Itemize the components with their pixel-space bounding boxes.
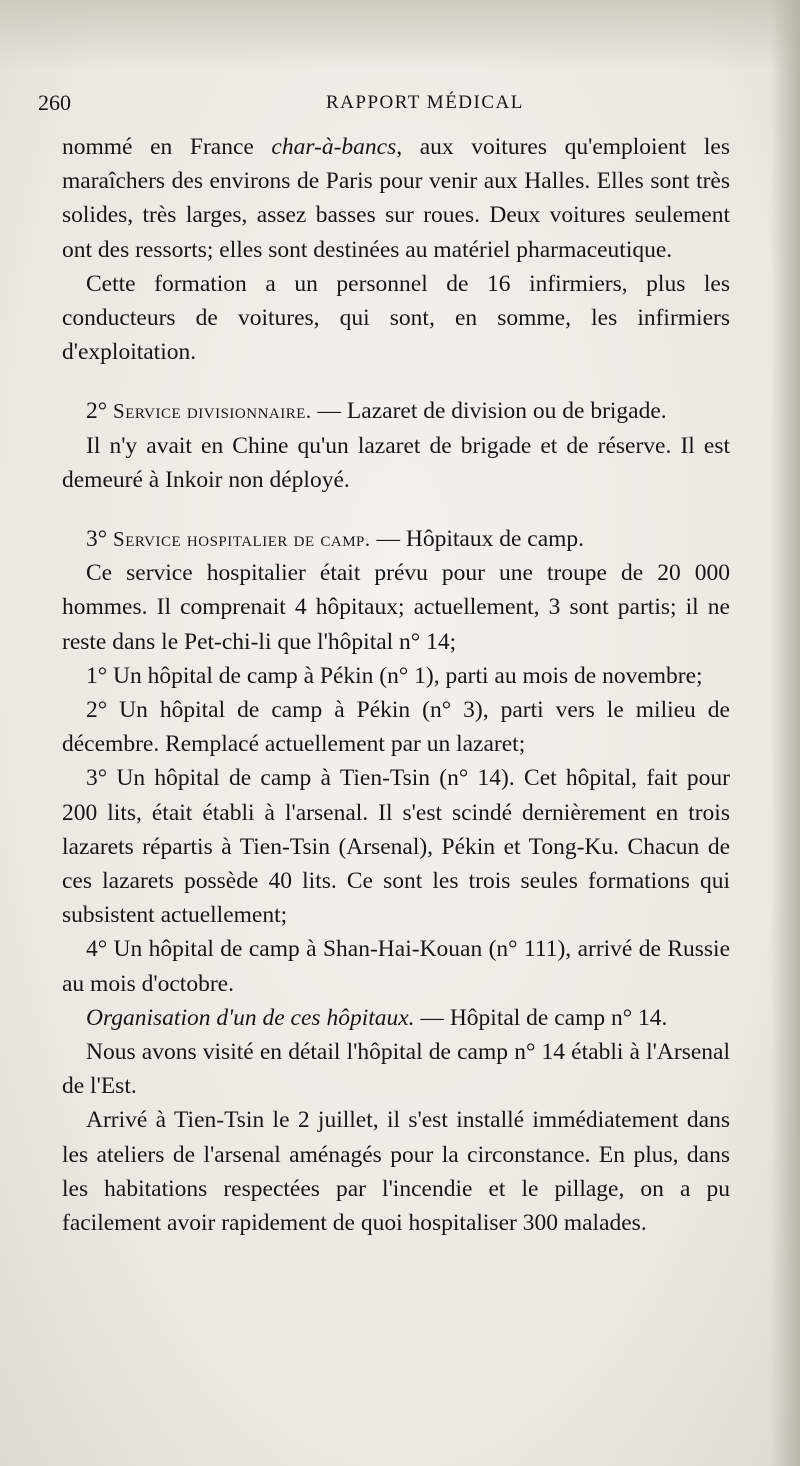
running-title: RAPPORT MÉDICAL	[326, 92, 524, 113]
paragraph-organisation: Organisation d'un de ces hôpitaux. — Hôpital de camp n° 14.	[86, 1004, 668, 1031]
page-shadow-right	[770, 0, 800, 1466]
paragraph-char-a-bancs: nommé en France char-à-bancs, aux voitures qu'emploient les maraîchers des environs de Paris pour venir aux Halles. Elles sont très solides, très larges, assez basses sur roues. Deux voitures seulement ont des ressorts; elles sont destinées au matériel pharmaceutique.	[62, 134, 730, 263]
italic-term: char-à-bancs	[271, 134, 397, 160]
page-shadow-top	[0, 0, 800, 70]
list-item-3: 3° Un hôpital de camp à Tien-Tsin (n° 14). Cet hôpital, fait pour 200 lits, était établi à l'arsenal. Il s'est scindé dernièrement en trois lazarets répartis à Tien-Tsin (Arsenal), Pékin et Tong-Ku. Chacun de ces lazarets possède 40 lits. Ce sont les trois seules formations qui subsistent actuellement;	[62, 765, 730, 929]
list-item-4: 4° Un hôpital de camp à Shan-Hai-Kouan (n° 111), arrivé de Russie au mois d'octobre.	[62, 936, 730, 997]
paragraph-personnel: Cette formation a un personnel de 16 infirmiers, plus les conducteurs de voitures, qui sont, en somme, les infirmiers d'exploitation.	[62, 270, 730, 366]
italic-heading: Organisation d'un de ces hôpitaux.	[86, 1004, 415, 1031]
section-heading-hospitalier: 3° Service hospitalier de camp. — Hôpitaux de camp.	[86, 526, 585, 553]
section-heading-divisionnaire: 2° Service divisionnaire. — Lazaret de division ou de brigade.	[86, 398, 667, 425]
section-title: Service hospitalier de camp.	[113, 527, 371, 552]
paragraph-service-hospitalier: Ce service hospitalier était prévu pour une troupe de 20 000 hommes. Il comprenait 4 hôpitaux; actuellement, 3 sont partis; il ne reste dans le Pet-chi-li que l'hôpital n° 14;	[62, 560, 730, 655]
page-body	[62, 130, 730, 1240]
page-number: 260	[38, 90, 71, 115]
paragraph-visite: Nous avons visité en détail l'hôpital de camp n° 14 établi à l'Arsenal de l'Est.	[62, 1039, 730, 1100]
list-item-2: 2° Un hôpital de camp à Pékin (n° 3), parti vers le milieu de décembre. Remplacé actuellement par un lazaret;	[62, 697, 730, 758]
paragraph-arrivee: Arrivé à Tien-Tsin le 2 juillet, il s'est installé immédiatement dans les ateliers de l'arsenal aménagés pour la circonstance. En plus, dans les habitations respectées par l'incendie et le pillage, on a pu facilement avoir rapidement de quoi hospitaliser 300 malades.	[62, 1107, 730, 1237]
section-title: Service divisionnaire.	[113, 399, 312, 424]
list-item-1: 1° Un hôpital de camp à Pékin (n° 1), parti au mois de novembre;	[86, 662, 703, 689]
paragraph-lazaret: Il n'y avait en Chine qu'un lazaret de brigade et de réserve. Il est demeuré à Inkoir non déployé.	[62, 432, 730, 493]
running-header	[38, 90, 758, 120]
